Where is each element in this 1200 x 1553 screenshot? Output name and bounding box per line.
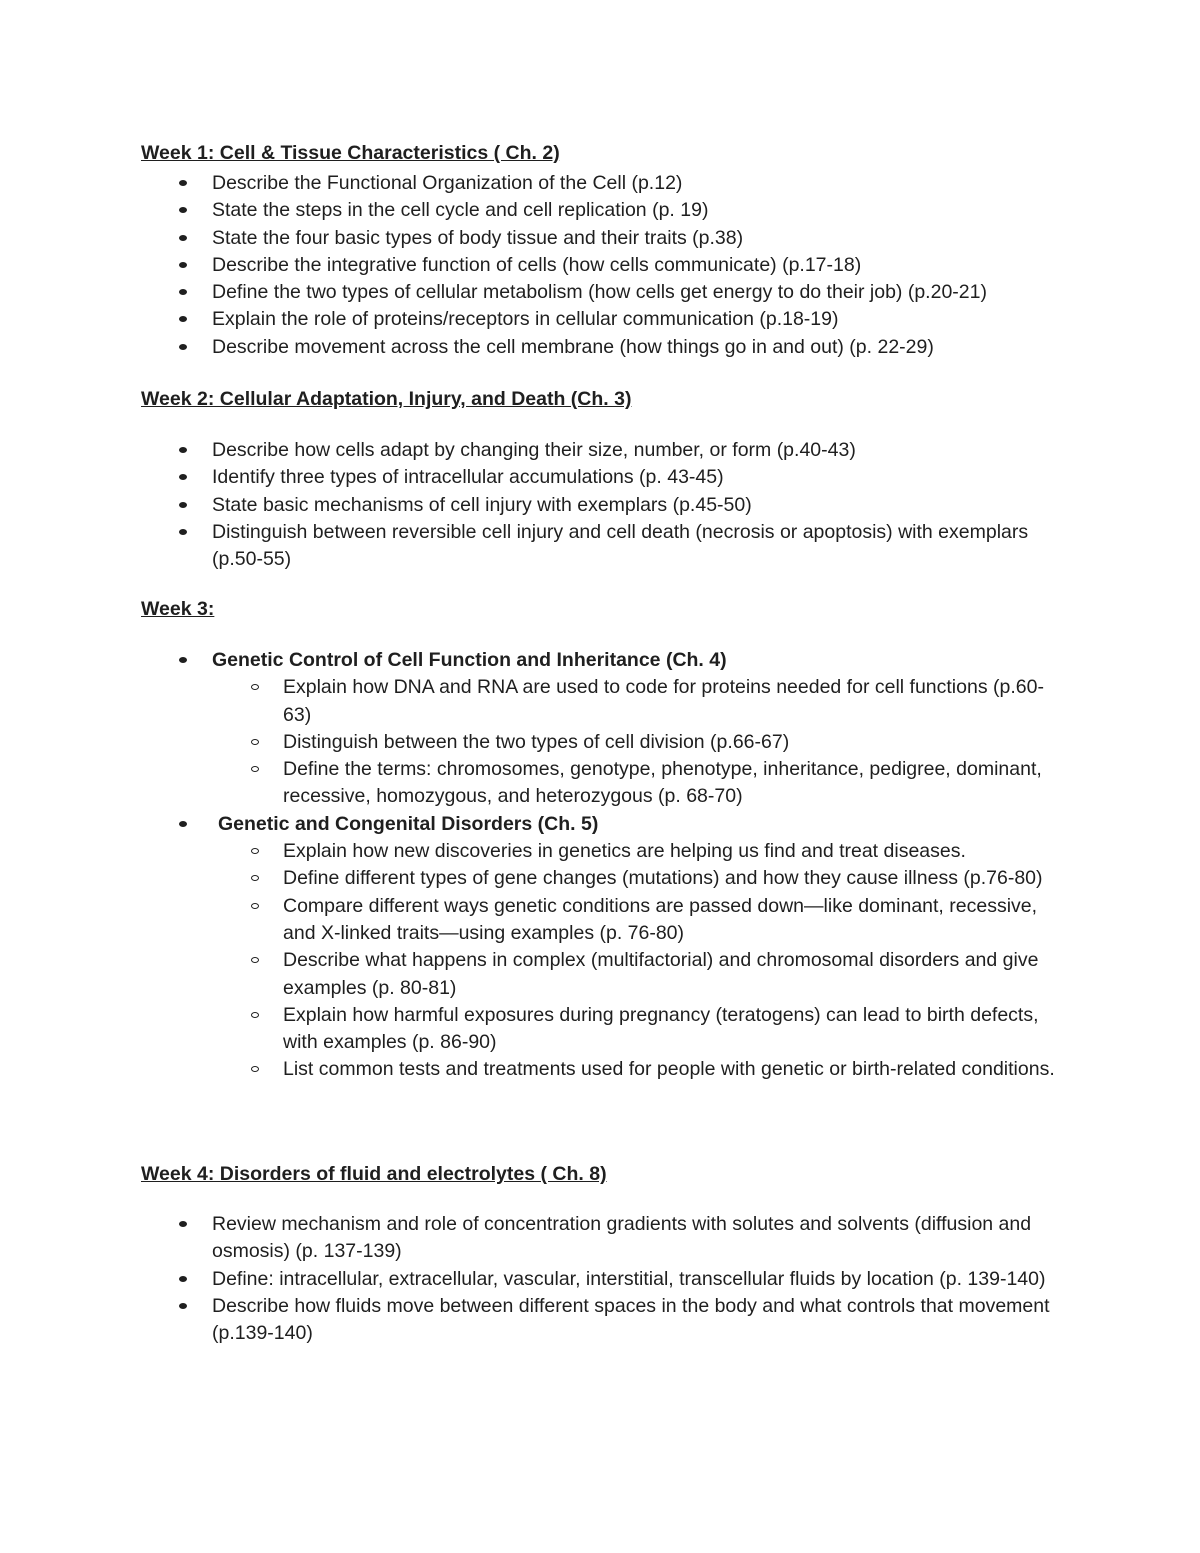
bullet-icon	[179, 316, 187, 322]
circle-bullet-icon	[251, 875, 259, 881]
list-item: State the steps in the cell cycle and cell replication (p. 19)	[141, 197, 1061, 224]
list-item: Describe the integrative function of cells (how cells communicate) (p.17-18)	[141, 252, 1061, 279]
list-item: Review mechanism and role of concentration gradients with solutes and solvents (diffusion and osmosis) (p. 137-139)	[141, 1211, 1061, 1266]
week4-heading: Week 4: Disorders of fluid and electrolytes ( Ch. 8)	[141, 1163, 607, 1185]
sub-list-item: Define the terms: chromosomes, genotype, phenotype, inheritance, pedigree, dominant, recessive, homozygous, and heterozygous (p. 68-70)	[212, 756, 1061, 811]
sub-list-item: Explain how new discoveries in genetics are helping us find and treat diseases.	[212, 838, 1061, 865]
circle-bullet-icon	[251, 903, 259, 909]
week1-heading: Week 1: Cell & Tissue Characteristics ( Ch. 2)	[141, 142, 560, 164]
list-item: Describe the Functional Organization of the Cell (p.12)	[141, 170, 1061, 197]
bullet-icon	[179, 262, 187, 268]
list-item: Describe how fluids move between different spaces in the body and what controls that movement (p.139-140)	[141, 1293, 1061, 1348]
topic-title: Genetic and Congenital Disorders (Ch. 5)	[218, 812, 599, 835]
bullet-icon	[179, 474, 187, 480]
circle-bullet-icon	[251, 848, 259, 854]
bullet-icon	[179, 207, 187, 213]
bullet-icon	[179, 1303, 187, 1309]
list-item: Distinguish between reversible cell injury and cell death (necrosis or apoptosis) with exemplars (p.50-55)	[141, 519, 1061, 574]
list-item: Describe how cells adapt by changing their size, number, or form (p.40-43)	[141, 437, 1061, 464]
bullet-icon	[179, 447, 187, 453]
list-item: Identify three types of intracellular accumulations (p. 43-45)	[141, 464, 1061, 491]
week1-list	[141, 170, 1061, 361]
sub-list-item: Explain how harmful exposures during pregnancy (teratogens) can lead to birth defects, with examples (p. 86-90)	[212, 1002, 1061, 1057]
list-item: Describe movement across the cell membrane (how things go in and out) (p. 22-29)	[141, 334, 1061, 361]
circle-bullet-icon	[251, 1012, 259, 1018]
list-item: Define: intracellular, extracellular, vascular, interstitial, transcellular fluids by location (p. 139-140)	[141, 1266, 1061, 1293]
list-item: State the four basic types of body tissue and their traits (p.38)	[141, 225, 1061, 252]
bullet-icon	[179, 1221, 187, 1227]
bullet-icon	[179, 289, 187, 295]
list-item: Define the two types of cellular metabolism (how cells get energy to do their job) (p.20-21)	[141, 279, 1061, 306]
bullet-icon	[179, 529, 187, 535]
week2-list	[141, 437, 1061, 573]
bullet-icon	[179, 235, 187, 241]
bullet-icon	[179, 344, 187, 350]
week3-heading: Week 3:	[141, 598, 215, 620]
sub-list-item: Compare different ways genetic conditions are passed down—like dominant, recessive, and X-linked traits—using examples (p. 76-80)	[212, 893, 1061, 948]
week4-list	[141, 1211, 1061, 1347]
bullet-icon	[179, 657, 187, 663]
circle-bullet-icon	[251, 1066, 259, 1072]
bullet-icon	[179, 821, 187, 827]
sub-list-item: Distinguish between the two types of cell division (p.66-67)	[212, 729, 1061, 756]
circle-bullet-icon	[251, 684, 259, 690]
sub-list-item: List common tests and treatments used for people with genetic or birth-related conditions.	[212, 1056, 1061, 1083]
bullet-icon	[179, 502, 187, 508]
topic-item	[141, 647, 1061, 811]
list-item: Explain the role of proteins/receptors in cellular communication (p.18-19)	[141, 306, 1061, 333]
list-item: State basic mechanisms of cell injury with exemplars (p.45-50)	[141, 492, 1061, 519]
circle-bullet-icon	[251, 957, 259, 963]
circle-bullet-icon	[251, 766, 259, 772]
topic-sublist	[212, 838, 1061, 1084]
topic-item	[141, 811, 1061, 1084]
week2-heading: Week 2: Cellular Adaptation, Injury, and Death (Ch. 3)	[141, 388, 632, 410]
sub-list-item: Define different types of gene changes (mutations) and how they cause illness (p.76-80)	[212, 865, 1061, 892]
week3-list	[141, 647, 1061, 1084]
sub-list-item: Describe what happens in complex (multifactorial) and chromosomal disorders and give examples (p. 80-81)	[212, 947, 1061, 1002]
topic-title: Genetic Control of Cell Function and Inheritance (Ch. 4)	[212, 649, 727, 671]
topic-sublist	[212, 674, 1061, 810]
circle-bullet-icon	[251, 739, 259, 745]
bullet-icon	[179, 1276, 187, 1282]
bullet-icon	[179, 180, 187, 186]
sub-list-item: Explain how DNA and RNA are used to code for proteins needed for cell functions (p.60-63)	[212, 674, 1061, 729]
